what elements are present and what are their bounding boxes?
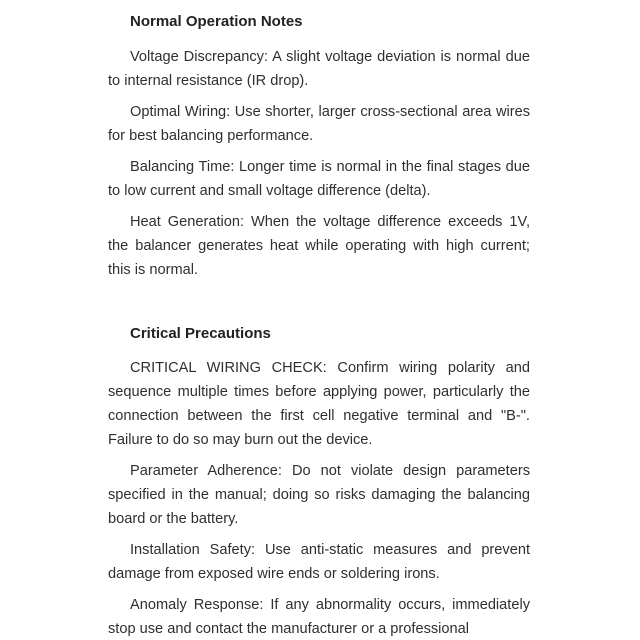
paragraph-heat-generation: Heat Generation: When the voltage difference exceeds 1V, the balancer generates heat while operating with high current; this is normal. (108, 214, 530, 278)
paragraph-critical-wiring-check: CRITICAL WIRING CHECK: Confirm wiring polarity and sequence multiple times before applying power, particularly the connection between the first cell negative terminal and "B-". Failure to do so may burn out the device. (108, 360, 530, 448)
paragraph-anomaly-response: Anomaly Response: If any abnormality occurs, immediately stop use and contact the manufacturer or a professional (108, 597, 530, 637)
paragraph-optimal-wiring: Optimal Wiring: Use shorter, larger cross-sectional area wires for best balancing performance. (108, 104, 530, 144)
paragraph-voltage-discrepancy: Voltage Discrepancy: A slight voltage deviation is normal due to internal resistance (IR drop). (108, 49, 530, 89)
section-title-critical-precautions: Critical Precautions (130, 325, 271, 342)
paragraph-installation-safety: Installation Safety: Use anti-static measures and prevent damage from exposed wire ends or soldering irons. (108, 542, 530, 582)
paragraph-parameter-adherence: Parameter Adherence: Do not violate design parameters specified in the manual; doing so risks damaging the balancing board or the battery. (108, 463, 530, 527)
paragraph-balancing-time: Balancing Time: Longer time is normal in the final stages due to low current and small voltage difference (delta). (108, 159, 530, 199)
section-title-normal-operation: Normal Operation Notes (130, 13, 303, 30)
